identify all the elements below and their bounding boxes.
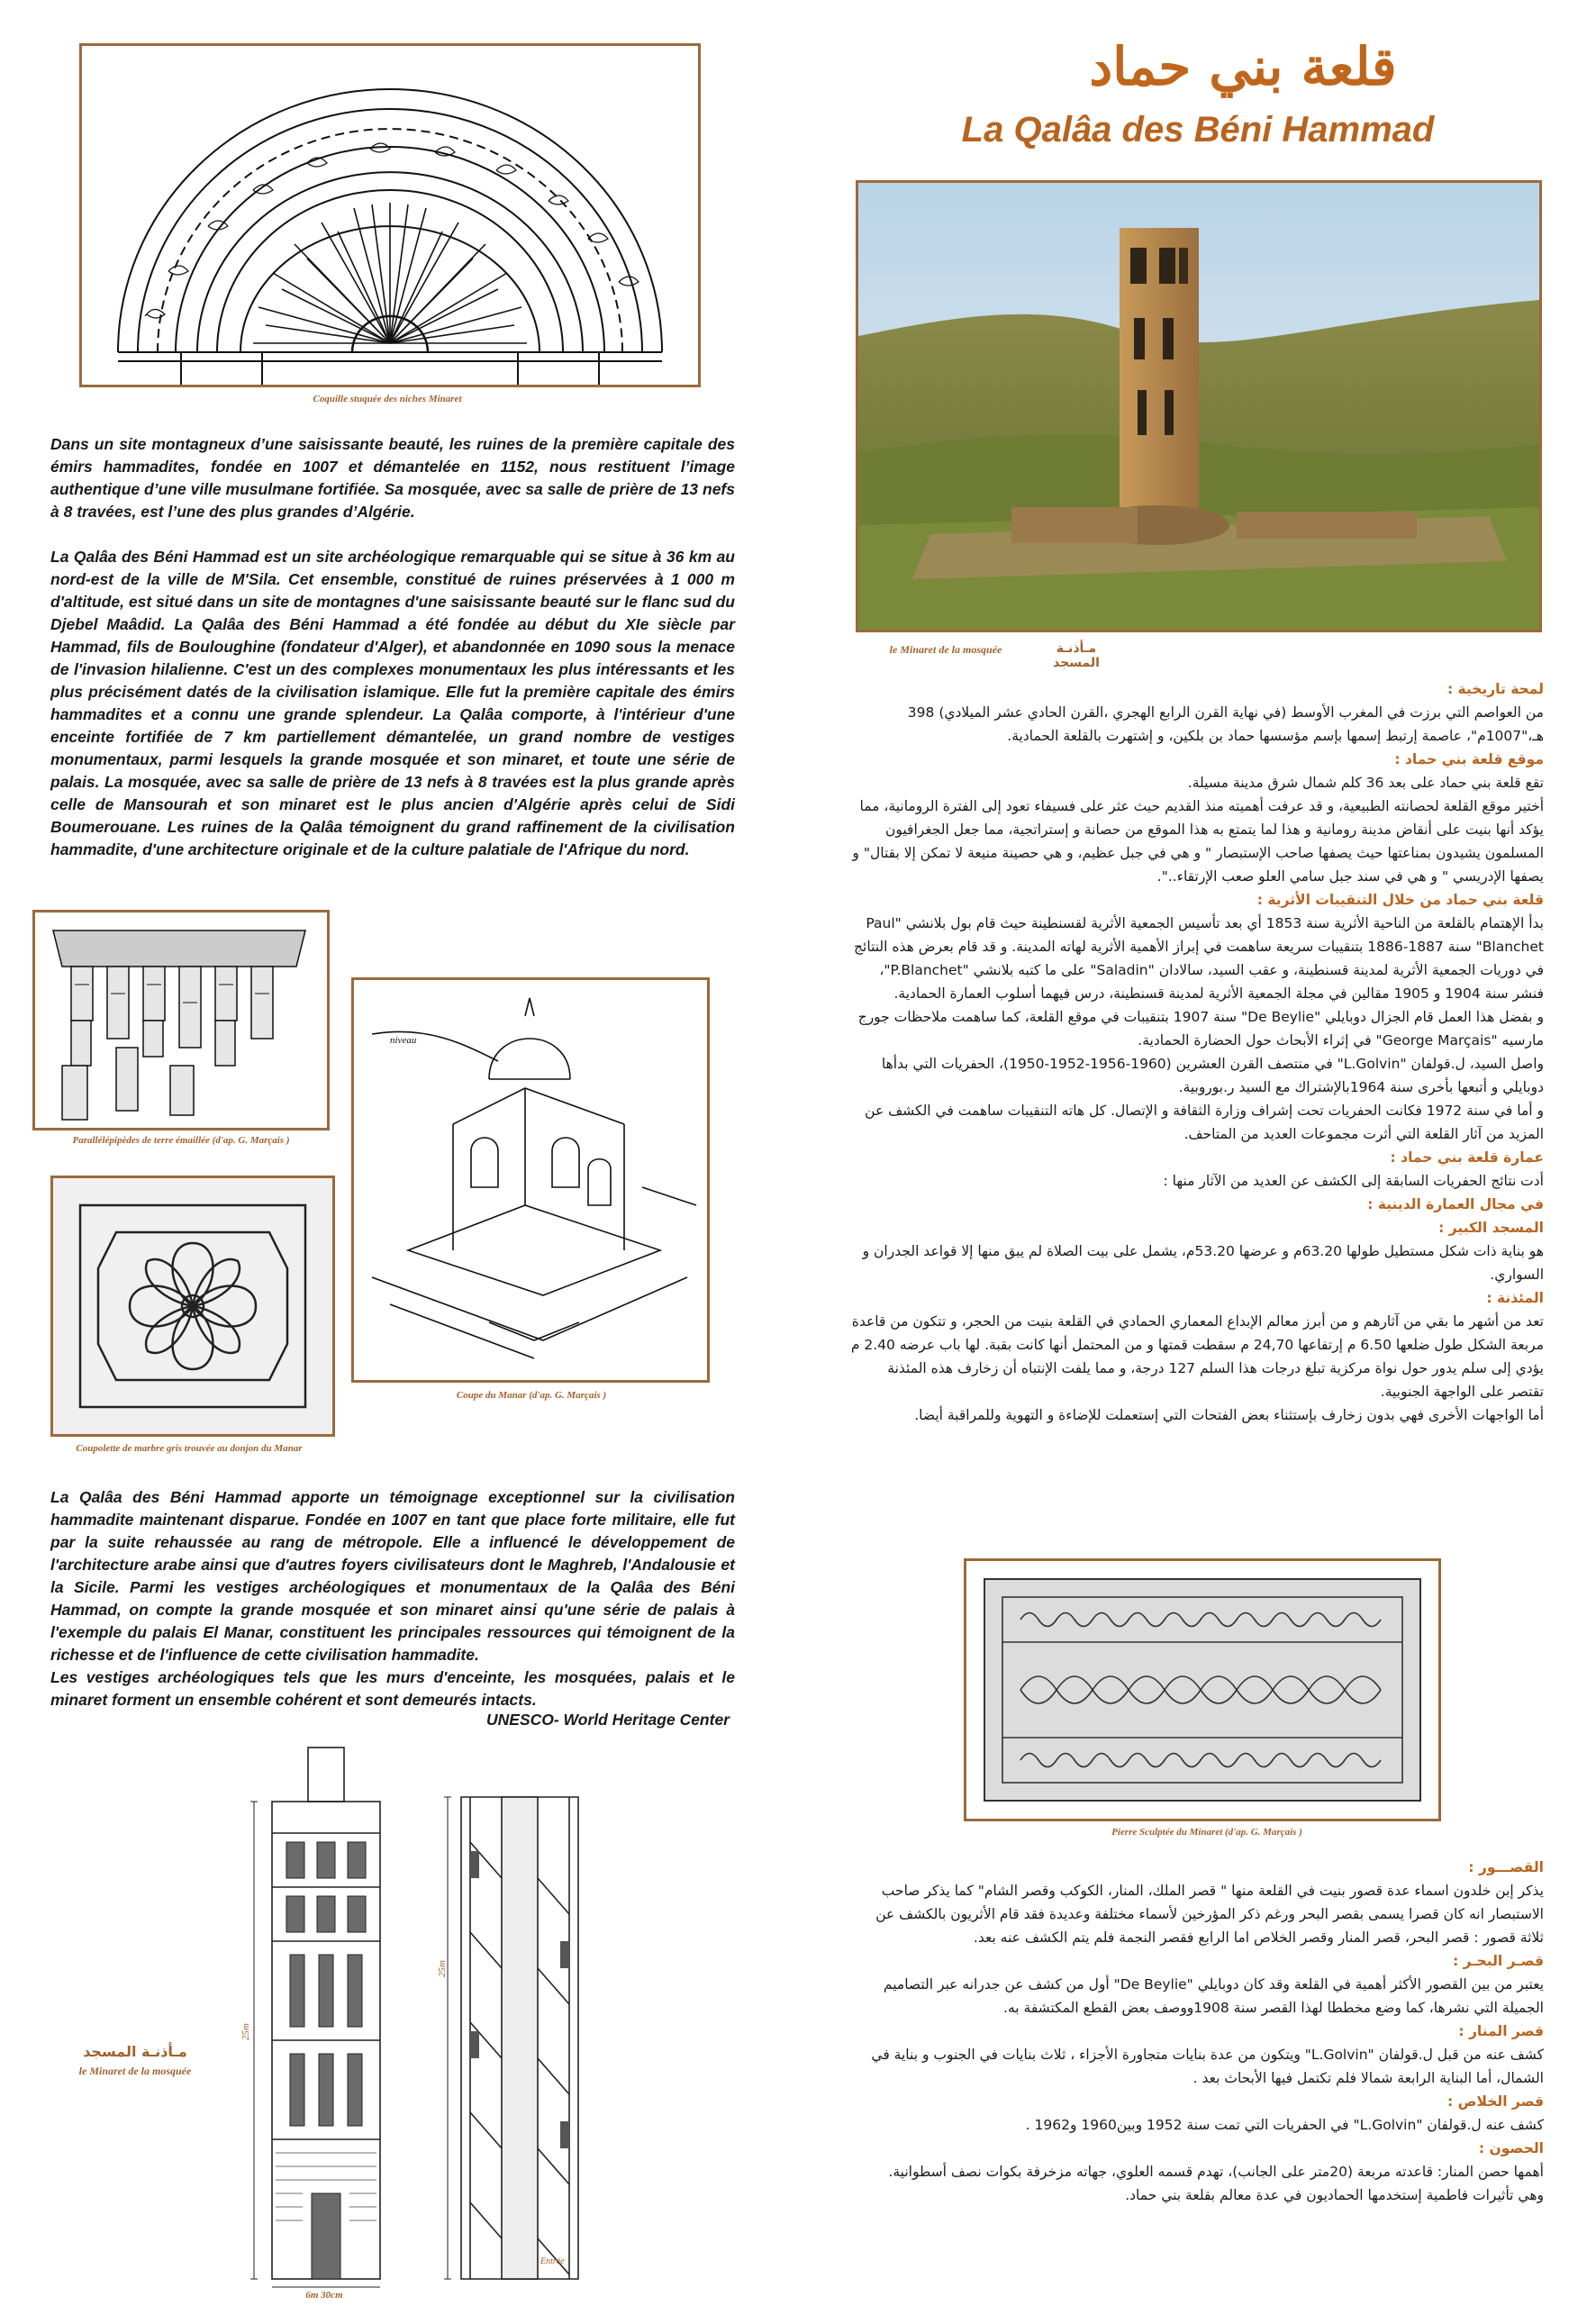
minaret-photo-frame — [856, 180, 1542, 632]
dimension-25m-b: 25m — [437, 1960, 448, 1977]
coupolette-frame — [50, 1176, 335, 1437]
caption-coupolette: Coupolette de marbre gris trouvée au donjon du Manar — [76, 1443, 303, 1454]
french-paragraph-2: La Qalâa des Béni Hammad est un site archéologique remarquable qui se situe à 36 km au nord-est de la ville de M'Sila. Cet ensemble, constitué de ruines préservées à 1 000 m d'altitude, est situé dans un site de montagnes d'une saisissante beauté sur le flanc sud du Djebel Maâdid. La Qalâa des Béni Hammad a été fondée au début du XIe siècle par Hammad, fils de Bouloughine (fondateur d'Alger), et abandonnée en 1090 sous la menace de l'invasion hilalienne. C'est un des complexes monumentaux les plus intéressants et les plus précisément datés de la civilisation islamique. Elle fut la première capitale des émirs hammadites et a connu une grande splendeur. La Qalâa comporte, à l'intérieur d'une enceinte fortifiée de 7 km partiellement démantelée, un grand nombre de vestiges monumentaux, parmi lesquels la grande mosquée et son minaret, et toute une série de palais. La mosquée, avec sa salle de prière de 13 nefs à 8 travées est la plus grande après celle de Mansourah et son minaret est le plus ancien d'Algérie après celui de Sidi Boumerouane. Les ruines de la Qalâa témoignent du grand raffinement de la civilisation hammadite, d'une architecture originale et de la culture palatiale de l'Afrique du nord. — [50, 548, 735, 858]
coupe-manar-drawing — [354, 980, 707, 1380]
ar-text-mosque: هو بناية ذات شكل مستطيل طولها 63.20م و عرضها 53.20م، يشمل على بيت الصلاة لم يبق منها إلا قواعد الجدران و السواري. — [862, 1243, 1544, 1283]
caption-coupe: Coupe du Manar (d'ap. G. Marçais ) — [456, 1390, 607, 1401]
ar-heading-bahr: قصـر البحـر : — [1453, 1953, 1544, 1969]
pierre-sculptee-drawing — [966, 1561, 1438, 1819]
entree-label: Entrée — [540, 2256, 565, 2266]
french-paragraph-3: La Qalâa des Béni Hammad apporte un témoignage exceptionnel sur la civilisation hammadite maintenant disparue. Fondée en 1007 en tant que place forte militaire, elle fut par la suite rehaussée au rang de métropole. Elle a influencé le développement de l'architecture arabe ainsi que d'autres foyers civilisateurs dont le Maghreb, l'Andalousie et la Sicile. Parmi les vestiges archéologiques et monumentaux de la Qalâa des Béni Hammad, on compte la grande mosquée et son minaret ainsi qu'une série de palais à l'exemple du palais El Manar, constituent les principales ressources qui témoignent de la richesse et de l'influence de cette civilisation hammadite. — [50, 1488, 735, 1664]
niveau-label: niveau — [390, 1035, 417, 1046]
caption-shell: Coquille stuquée des niches Minaret — [313, 394, 462, 404]
ar-text-khalas: كشف عنه ل.قولفان "L.Golvin" في الحفريات التي تمت سنة 1952 وبين1960 و1962 . — [1025, 2117, 1544, 2133]
ar-heading-palaces: القصـــور : — [1468, 1859, 1544, 1875]
ar-text-bahr: يعتبر من بين القصور الأكثر أهمية في القلعة وقد كان دوبايلي "De Beylie" أول من كشف عن جدرانه عبر التصاميم الجميلة التي نشرها، كما وضع مخططا لهذا القصر سنة 1908ووصف بعض القطع المكتشفة به. — [883, 1976, 1544, 2016]
minaret-elevation-drawing — [236, 1743, 416, 2292]
ar-heading-religious: في مجال العمارة الدينية : — [1367, 1196, 1544, 1212]
caption-minaret-ar: مـأذنـة المسجد — [83, 2043, 187, 2060]
shell-niche-drawing — [82, 46, 698, 385]
ar-heading-mosque: المسجد الكبير : — [1438, 1220, 1544, 1236]
source-unesco: UNESCO- World Heritage Center — [486, 1711, 730, 1729]
caption-pierre: Pierre Sculptée du Minaret (d'ap. G. Marçais ) — [1111, 1827, 1302, 1838]
title-arabic: قلعة بني حماد — [1089, 36, 1397, 97]
ar-heading-minaret: المئذنة : — [1486, 1290, 1544, 1306]
ar-text-architecture: أدت نتائج الحفريات السابقة إلى الكشف عن العديد من الآثار منها : — [1163, 1173, 1544, 1189]
ar-heading-khalas: قصر الخلاص : — [1447, 2093, 1544, 2110]
title-french: La Qalâa des Béni Hammad — [961, 110, 1435, 150]
ar-text-site-choice: أختير موقع القلعة لحصانته الطبيعية، و قد عرفت أهميته منذ القديم حيث عثر على فسيفاء تعود إلى الفترة الرومانية، مما يؤكد أنها بنيت على أنقاض مدينة رومانية و هذا لما يتمتع به هذا الموقع من حصانة و إستراتجية، مما جعل الجغرافيون المسلمون يشيدون بمناعتها حيث يصفها صاحب الإستبصار " و هي في جبل عظيم، و هي حصينة منيعة لا تمكن إلا بقتال" و يصفها الإدريسي " و هي في سند جبل سامي العلو صعب الإرتقاء..". — [852, 798, 1544, 885]
caption-parallelepipedes: Parallélépipèdes de terre émaillée (d'ap. G. Marçais ) — [72, 1135, 290, 1146]
ar-heading-history: لمحة تاريخية : — [1446, 681, 1544, 697]
ar-text-forts-1: أهمها حصن المنار: قاعدته مربعة (20متر على الجانب)، تهدم قسمه العلوي، جهاته مزخرفة بكوات نصف أسطوانية. — [888, 2164, 1544, 2180]
ar-heading-forts: الحصون : — [1478, 2140, 1544, 2156]
ar-heading-excavations: قلعة بني حماد من خلال التنقيبات الأثرية : — [1256, 892, 1544, 908]
minaret-photo — [858, 183, 1539, 630]
ar-text-location: تقع قلعة بني حماد على بعد 36 كلم شمال شرق مدينة مسيلة. — [1187, 775, 1544, 791]
ar-text-minaret: تعد من أشهر ما بقي من آثارهم و من أبرز معالم الإبداع المعماري الحمادي في القلعة بنيت من الحجر، و تتكون من قاعدة مربعة الشكل طول ضلعها 6.50 م إرتفاعها 24,70 م سقطت قمتها و من المحتمل أنها كانت بقبة. لها باب عرضه 2.40 م يؤدي إلى سلم يدور حول نواة مركزية تبلغ درجات هذا السلم 127 درجة، و مما يلفت الإنتباه أن زخارف هذه المئذنة تقتصر على الواجهة الجنوبية. — [850, 1313, 1544, 1400]
ar-text-excavations-1: بدأ الإهتمام بالقلعة من الناحية الأثرية سنة 1853 أي بعد تأسيس الجمعية الأثرية لقسنطينة حيث قام بول بلانشي "Paul Blanchet" سنة 1887-1886 بتنقيبات سريعة ساهمت في إبراز الأهمية الأثرية لهاته المدينة. و قد قام بعرض هذه النتائج في دوريات الجمعية الأثرية لمدينة قسنطينة، و عقب السيد، سالادان "Saladin" على ما كتبه بلانشي "P.Blanchet"، فنشر سنة 1904 و 1905 مقالين في مجلة الجمعية الأثرية لمدينة قسنطينة، درس فيهما أسلوب العمارة الحمادية. — [854, 915, 1544, 1002]
ar-text-forts-2: وهي تأثيرات فاطمية إستخدمها الحماديون في عدة معالم بقلعة بني حماد. — [1125, 2187, 1544, 2203]
ar-text-manar: كشف عنه من قبل ل.قولفان "L.Golvin" ويتكون من عدة بنايات متجاورة الأجزاء ، ثلاث بنايات في الجنوب و بناية في الشمال، أما البناية الرابعة شمالا فلم تكتمل فيها الأبحاث بعد . — [871, 2047, 1544, 2086]
french-paragraph-1: Dans un site montagneux d’une saisissante beauté, les ruines de la première capitale des émirs hammadites, fondée en 1007 et démantelée en 1152, nous restituent l’image authentique d’une ville musulmane fortifiée. Sa mosquée, avec sa salle de prière de 13 nefs à 8 travées, est l’une des plus grandes d’Algérie. — [50, 435, 735, 521]
french-paragraph-4: Les vestiges archéologiques tels que les murs d'enceinte, les mosquées, palais et le minaret forment un ensemble cohérent et sont demeurés intacts. — [50, 1668, 735, 1709]
caption-photo-ar: مـأذنـة المسجد — [1053, 641, 1100, 670]
coupolette-drawing — [53, 1178, 332, 1434]
french-intro-text — [50, 433, 735, 884]
ar-text-facades: أما الواجهات الأخرى فهي بدون زخارف بإستثناء بعض الفتحات التي إستعملت للإضاءة و التهوية وللمراقبة أيضا. — [914, 1407, 1544, 1423]
ar-text-excavations-3: واصل السيد، ل.قولفان "L.Golvin" في منتصف القرن العشرين (1960-1956-1952-1950)، الحفريات التي بدأها دوبايلي و أتبعها بأخرى سنة 1964بالإشتراك مع السيد ر.بوروبية. — [881, 1056, 1544, 1095]
caption-photo-fr: le Minaret de la mosquée — [889, 643, 1002, 656]
minaret-section-drawing — [434, 1788, 605, 2292]
ar-text-history: من العواصم التي برزت في المغرب الأوسط (في نهاية القرن الرابع الهجري ،القرن الحادي عشر الميلادي) 398 هـ،"1007م"، عاصمة إرتبط إسمها بإسم مؤسسها حماد بن بلكين، و إشتهرت بالقلعة الحمادية. — [907, 704, 1544, 744]
shell-drawing-frame — [79, 43, 701, 387]
ar-text-excavations-4: و أما في سنة 1972 فكانت الحفريات تحت إشراف وزارة الثقافة و الإتصال. كل هاته التنقيبات ساهمت في الكشف عن المزيد من آثار القلعة التي أثرت مجموعات العديد من المتاحف. — [865, 1103, 1544, 1142]
ar-text-excavations-2: و بفضل هذا العمل قام الجزال دوبايلي "De Beylie" سنة 1907 بتنقيبات في موقع القلعة، كما ساهمت ملاحظات جورج مارسيه "George Marçais" في إثراء الأبحاث حول الحضارة الحمادية. — [857, 1009, 1544, 1049]
pierre-sculptee-frame — [964, 1558, 1441, 1821]
coupe-manar-frame — [351, 977, 710, 1383]
ar-heading-architecture: عمارة قلعة بني حماد : — [1390, 1149, 1544, 1166]
parallelepipedes-frame — [32, 910, 330, 1130]
dimension-25m-a: 25m — [240, 2023, 251, 2040]
caption-minaret-fr: le Minaret de la mosquée — [78, 2065, 192, 2077]
ar-text-palaces: يذكر إبن خلدون اسماء عدة قصور بنيت في القلعة منها " قصر الملك، المنار، الكوكب وقصر الشام" كما يذكر صاحب الاستبصار انه كان قصرا يسمى بقصر البحر ورغم ذكر المؤرخين لأسماء مختلفة وعديدة فقد قام الأثريون بالكشف عن ثلاثة قصور : قصر البحر، قصر المنار وقصر الخلاص اما الرابع فقصر النجمة فلم يتم الكشف عنه بعد. — [875, 1883, 1544, 1946]
arabic-lower-column — [850, 1856, 1544, 2207]
french-unesco-text — [50, 1486, 735, 1711]
ar-heading-manar: قصر المنار : — [1458, 2023, 1544, 2039]
arabic-upper-column — [850, 677, 1544, 1427]
parallelepipedes-drawing — [35, 912, 327, 1128]
dimension-base: 6m 30cm — [305, 2290, 343, 2301]
ar-heading-location: موقع قلعة بني حماد : — [1394, 751, 1544, 767]
